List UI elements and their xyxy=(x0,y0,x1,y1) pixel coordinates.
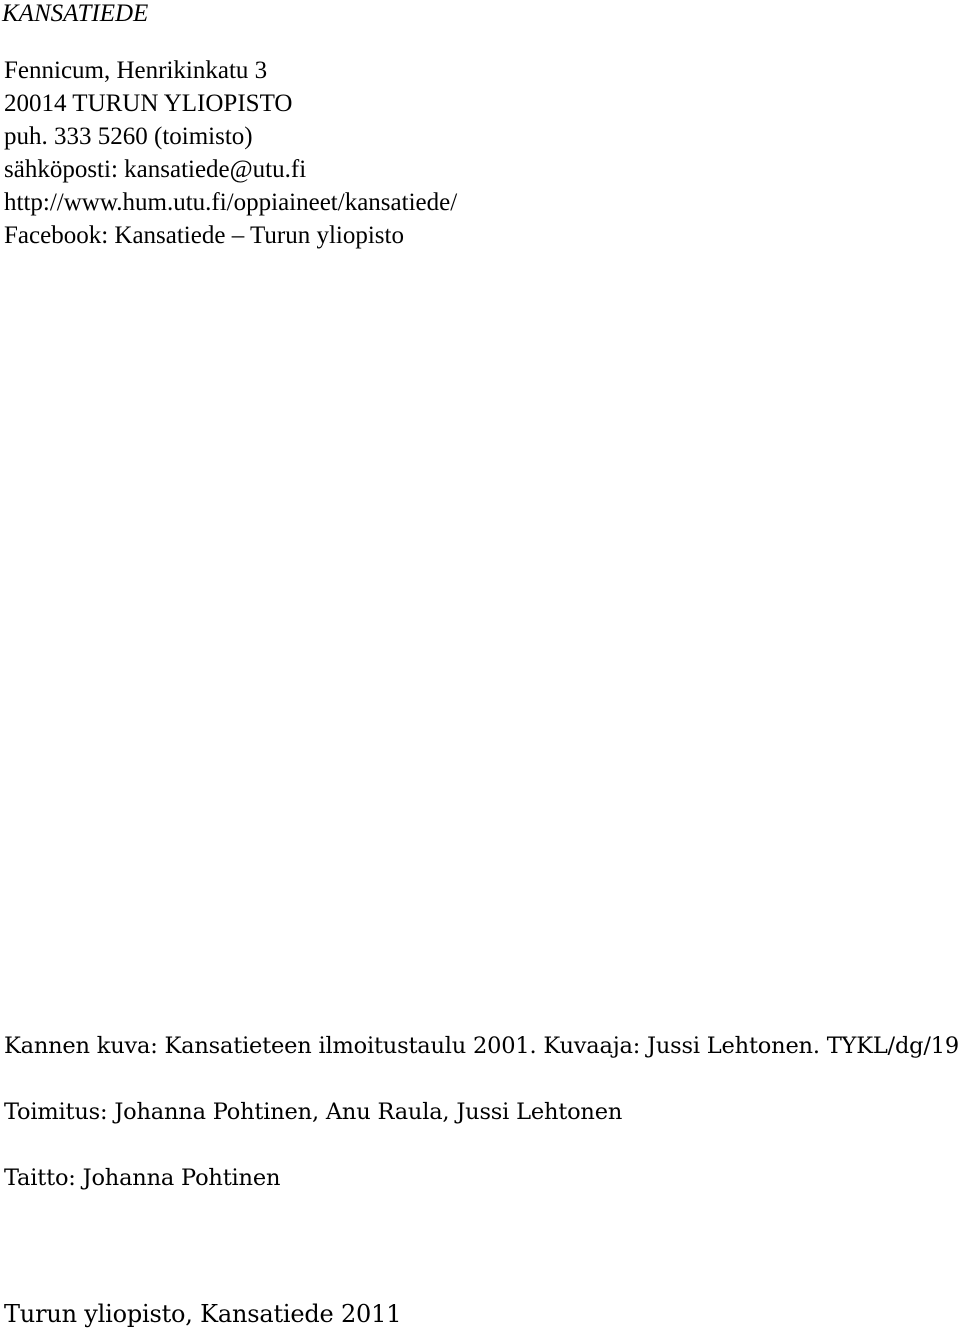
editors-credit: Toimitus: Johanna Pohtinen, Anu Raula, Jussi Lehtonen xyxy=(4,1099,623,1125)
email-address: sähköposti: kansatiede@utu.fi xyxy=(4,156,307,183)
address-line-1: Fennicum, Henrikinkatu 3 xyxy=(4,57,268,84)
website-url: http://www.hum.utu.fi/oppiaineet/kansatiede/ xyxy=(4,189,458,216)
layout-credit: Taitto: Johanna Pohtinen xyxy=(4,1165,281,1191)
contact-info xyxy=(4,54,457,252)
facebook-page: Facebook: Kansatiede – Turun yliopisto xyxy=(4,222,404,249)
cover-credit: Kannen kuva: Kansatieteen ilmoitustaulu 2001. Kuvaaja: Jussi Lehtonen. TYKL/dg/19 xyxy=(4,1033,959,1059)
phone-number: puh. 333 5260 (toimisto) xyxy=(4,123,253,150)
address-line-2: 20014 TURUN YLIOPISTO xyxy=(4,90,293,117)
page-title: KANSATIEDE xyxy=(2,0,149,27)
publisher-line: Turun yliopisto, Kansatiede 2011 xyxy=(4,1300,402,1328)
